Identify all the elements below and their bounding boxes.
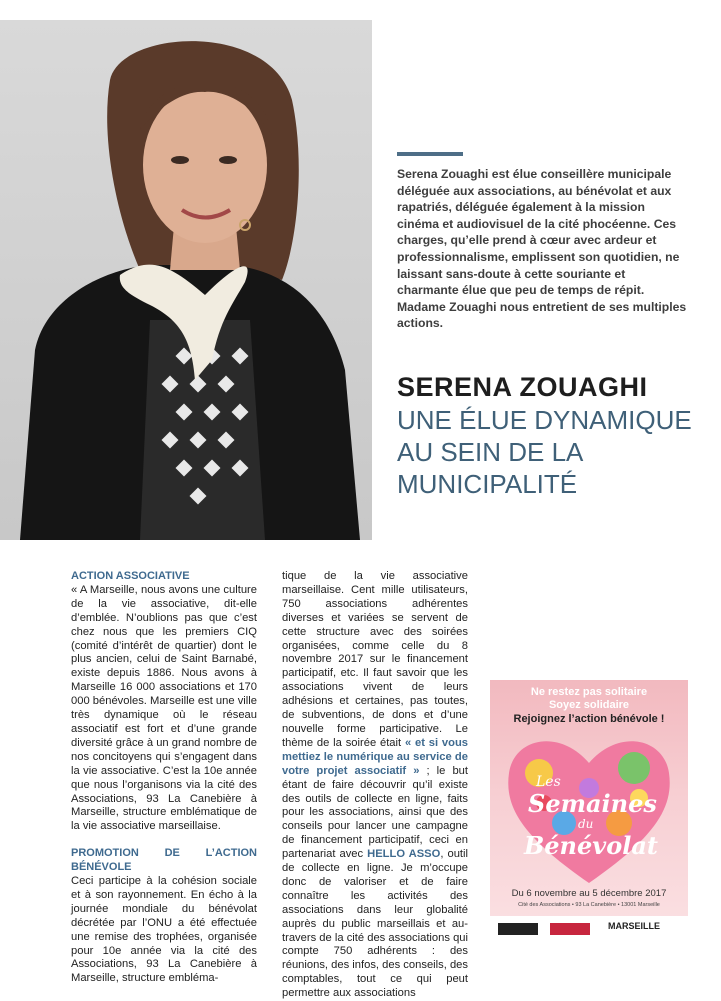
paragraph-continuation [282, 570, 468, 1001]
poster-line-2: Soyez solidaire [548, 699, 630, 711]
text-part-2: ; le but étant de faire découvrir qu’il existe des outils de collecte en ligne, faits pour les associations, ainsi que des conseils pour lancer une campagne de financement participatif, ceci en partenariat avec [282, 764, 469, 861]
paragraph-gap [71, 834, 257, 847]
poster-dates: Du 6 novembre au 5 décembre 2017 [511, 888, 667, 899]
section-heading-action-associative: ACTION ASSOCIATIVE [71, 570, 190, 582]
text-part-1: tique de la vie associative marseillaise. Cent mille utilisateurs, 750 associations adhérentes diverses et variées se servent de cette structure avec des soirées organisées, comme celle du 8 novembre 2017 sur le financement participatif, etc. Il faut savoir que les associations vivent de leurs adhésions et certaines, pas toutes, de subventions, de dons et d’une nouvelle forme participative. Le thème de la soirée était [282, 570, 468, 749]
poster-address: Cité des Associations • 93 La Canebière • 13001 Marseille [518, 902, 660, 908]
text-part-3: , outil de collecte en ligne. Je m’occupe donc de valoriser et de faire connaître les activités des associations dans leur globalité auprès du public marseillais et au-travers de la cité des associations qui compte 750 adhérents : des réunions, des infos, des conseils, des comptables, tout ce qui peut permettre aux associations [282, 848, 468, 1000]
poster-line-3: Rejoignez l’action bénévole ! [513, 713, 665, 725]
sponsor-logo-2 [550, 923, 590, 935]
column-1 [71, 570, 257, 986]
heart-icon [504, 728, 674, 888]
poster-line-1: Ne restez pas solitaire [530, 686, 648, 698]
poster-title-semaines: Semaines [528, 789, 657, 818]
paragraph-action-associative: « A Marseille, nous avons une culture de la vie associative, dit-elle d’emblée. N’oublions pas que c’est chez nous que les premiers CIQ (comité d’intérêt de quartier) dont le plus ancien, celui de Saint Barnabé, existe depuis 1886. Nous avons à Marseille 16 000 associations et 170 000 bénévoles. Marseille est une ville très dynamique où le réseau associatif est fort et d’une grande diversité grâce à un grand nombre de nos concitoyens qui s’engagent dans la vie associative. C’est la 10e année que nous l’organisons via la cité des Associations, 93 La Canebière à Marseille, structure emblématique de la vie associative marseillaise. [71, 583, 257, 833]
poster-title-les: Les [536, 774, 561, 790]
portrait-illustration [0, 20, 372, 540]
paragraph-promotion: Ceci participe à la cohésion sociale et à son rayonnement. En écho à la journée mondiale du bénévolat décrétée par l’ONU a été effectuée une remise des trophées, organisée pour 10e année via la cité des Associations, 93 La Canebière à Marseille, structure embléma- [71, 875, 257, 985]
highlighted-quote: « et si vous mettiez le numérique au service de votre projet associatif » [282, 736, 469, 777]
brand-name: HELLO ASSO [367, 848, 441, 861]
poster-title-du: du [578, 817, 594, 831]
portrait-photo [0, 20, 372, 540]
column-2 [282, 570, 468, 1001]
sponsor-logo-1 [498, 923, 538, 935]
section-heading-promotion: PROMOTION DE L’ACTION BÉNÉVOLE [71, 847, 257, 874]
poster-title-benevolat: Bénévolat [524, 831, 658, 860]
accent-rule [397, 152, 463, 156]
poster-logos [490, 916, 688, 942]
article-subtitle: UNE ÉLUE DYNAMIQUE AU SEIN DE LA MUNICIPALITÉ [397, 405, 692, 499]
marseille-logo: MARSEILLE [608, 921, 661, 931]
intro-paragraph: Serena Zouaghi est élue conseillère municipale déléguée aux associations, au bénévolat et aux rapatriés, déléguée également à la mission cinéma et audiovisuel de la cité phocéenne. Ces charges, qu’elle prend à cœur avec ardeur et professionnalisme, emplissent son quotidien, ne laissant sans-doute à cette souriante et charmante élue que peu de temps de répit. Madame Zouaghi nous entretient de ses multiples actions. [397, 167, 687, 331]
event-poster [490, 680, 688, 942]
article-title-name: SERENA ZOUAGHI [397, 372, 648, 402]
